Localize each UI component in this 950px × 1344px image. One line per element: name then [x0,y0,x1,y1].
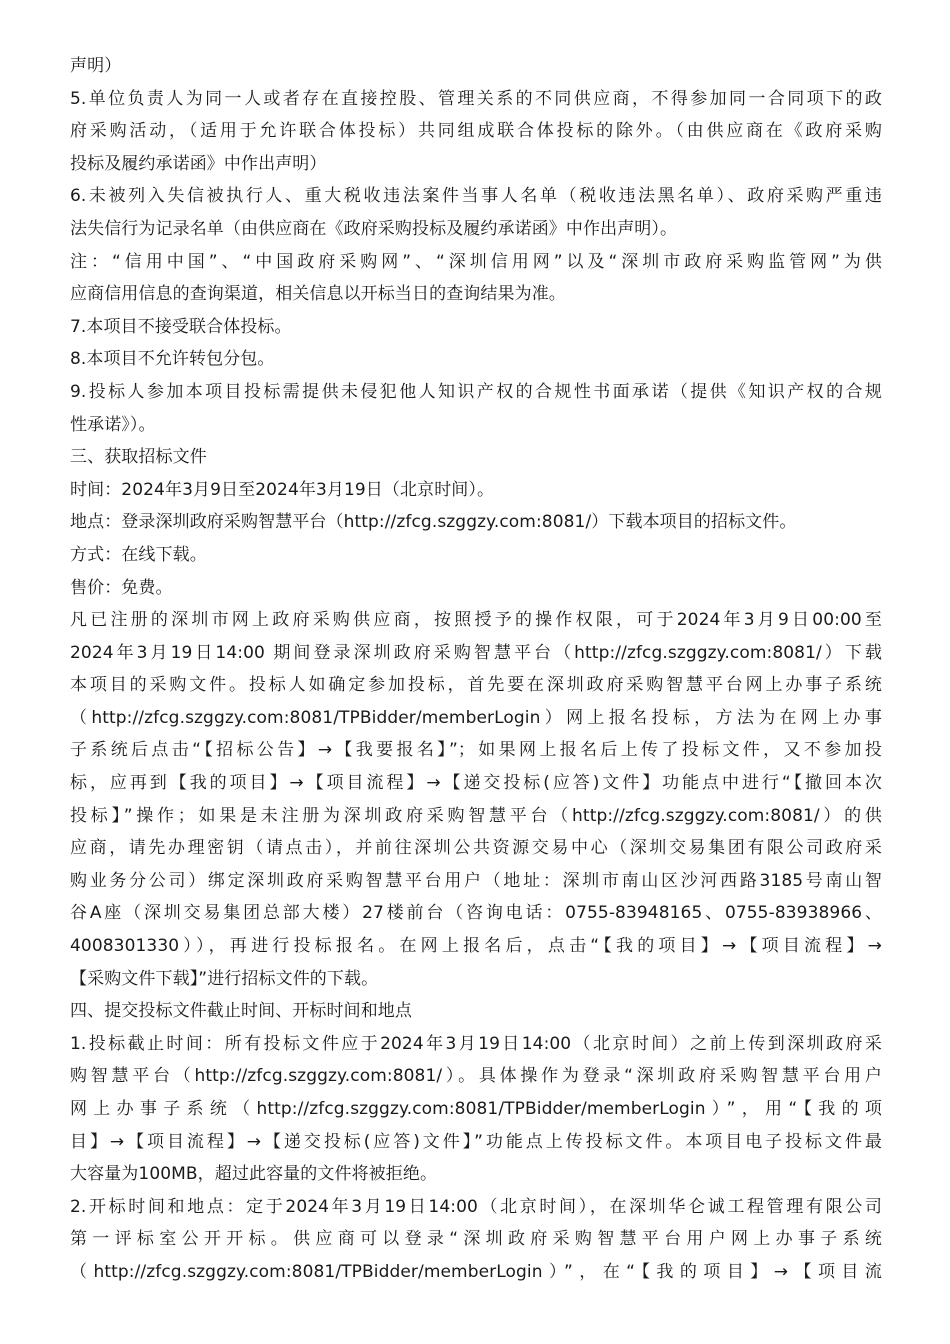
text-line: 三、获取招标文件 [70,447,207,468]
text-line: 2024年3月19日14:00 期间登录深圳政府采购智慧平台（http://zfcg.szggzy.com:8081/）下载 [70,642,882,663]
text-line: 声明） [70,56,122,76]
text-line: 购智慧平台（http://zfcg.szggzy.com:8081/）。具体操作为登录“深圳政府采购智慧平台用户 [70,1066,882,1087]
text-line: 投标及履约承诺函》中作出声明） [70,153,327,174]
text-line: （http://zfcg.szggzy.com:8081/TPBidder/memberLogin）”，在“【我的项目】→【项目流 [70,1261,882,1282]
text-line: 1.投标截止时间：所有投标文件应于2024年3月19日14:00（北京时间）之前上传到深圳政府采 [70,1033,882,1054]
text-line: 四、提交投标文件截止时间、开标时间和地点 [70,1001,412,1022]
text-line: 子系统后点击“【招标公告】→【我要报名】”；如果网上报名后上传了投标文件，又不参加投 [70,740,882,761]
text-line: 注：“信用中国”、“中国政府采购网”、“深圳信用网”以及“深圳市政府采购监管网”为供 [70,251,882,272]
text-line: 府采购活动，（适用于允许联合体投标）共同组成联合体投标的除外。（由供应商在《政府采购 [70,121,882,142]
text-line: 2.开标时间和地点：定于2024年3月19日14:00（北京时间），在深圳华仑诚工程管理有限公司 [70,1196,882,1217]
text-line: 网上办事子系统（http://zfcg.szggzy.com:8081/TPBidder/memberLogin）”，用“【我的项 [70,1099,882,1119]
text-line: 8.本项目不允许转包分包。 [70,349,275,370]
text-line: 凡已注册的深圳市网上政府采购供应商，按照授予的操作权限，可于2024年3月9日00:00至 [70,610,882,631]
text-line: 购业务分公司）绑定深圳政府采购智慧平台用户（地址：深圳市南山区沙河西路3185号南山智 [70,870,882,891]
text-line: （http://zfcg.szggzy.com:8081/TPBidder/memberLogin）网上报名投标，方法为在网上办事 [70,707,882,728]
text-line: 本项目的采购文件。投标人如确定参加投标，首先要在深圳政府采购智慧平台网上办事子系统 [70,675,882,696]
text-line: 性承诺》）。 [70,414,156,435]
text-line: 时间：2024年3月9日至2024年3月19日（北京时间）。 [70,479,495,500]
text-line: 第一评标室公开开标。供应商可以登录“深圳政府采购智慧平台用户网上办事子系统 [70,1229,882,1250]
text-line: 大容量为100MB，超过此容量的文件将被拒绝。 [70,1164,438,1185]
text-line: 方式：在线下载。 [70,544,207,565]
text-line: 6.未被列入失信被执行人、重大税收违法案件当事人名单（税收违法黑名单）、政府采购严重违 [70,186,882,207]
text-line: 4008301330）），再进行投标报名。在网上报名后，点击“【我的项目】→【项目流程】→ [70,936,882,957]
text-line: 目】→【项目流程】→【递交投标(应答)文件】”功能点上传投标文件。本项目电子投标文件最 [70,1131,882,1152]
text-line: 地点：登录深圳政府采购智慧平台（http://zfcg.szggzy.com:8081/）下载本项目的招标文件。 [70,512,797,533]
text-line: 7.本项目不接受联合体投标。 [70,316,292,337]
text-line: 法失信行为记录名单（由供应商在《政府采购投标及履约承诺函》中作出声明）。 [70,218,678,239]
text-line: 应商信用信息的查询渠道，相关信息以开标当日的查询结果为准。 [70,284,566,305]
text-line: 应商，请先办理密钥（请点击），并前往深圳公共资源交易中心（深圳交易集团有限公司政府采 [70,838,882,859]
text-line: 标，应再到【我的项目】→【项目流程】→【递交投标(应答)文件】功能点中进行“【撤回本次 [70,773,882,794]
document-page [70,50,882,1330]
text-line: 5.单位负责人为同一人或者存在直接控股、管理关系的不同供应商，不得参加同一合同项下的政 [70,88,882,109]
text-line: 谷A座（深圳交易集团总部大楼）27楼前台（咨询电话：0755-83948165、0755-83938966、 [70,903,882,924]
text-line: 投标】”操作；如果是未注册为深圳政府采购智慧平台（http://zfcg.szggzy.com:8081/）的供 [70,805,882,826]
text-line: 【采购文件下载】”进行招标文件的下载。 [70,968,379,989]
text-line: 售价：免费。 [70,577,173,598]
text-line: 9.投标人参加本项目投标需提供未侵犯他人知识产权的合规性书面承诺（提供《知识产权的合规 [70,381,882,402]
